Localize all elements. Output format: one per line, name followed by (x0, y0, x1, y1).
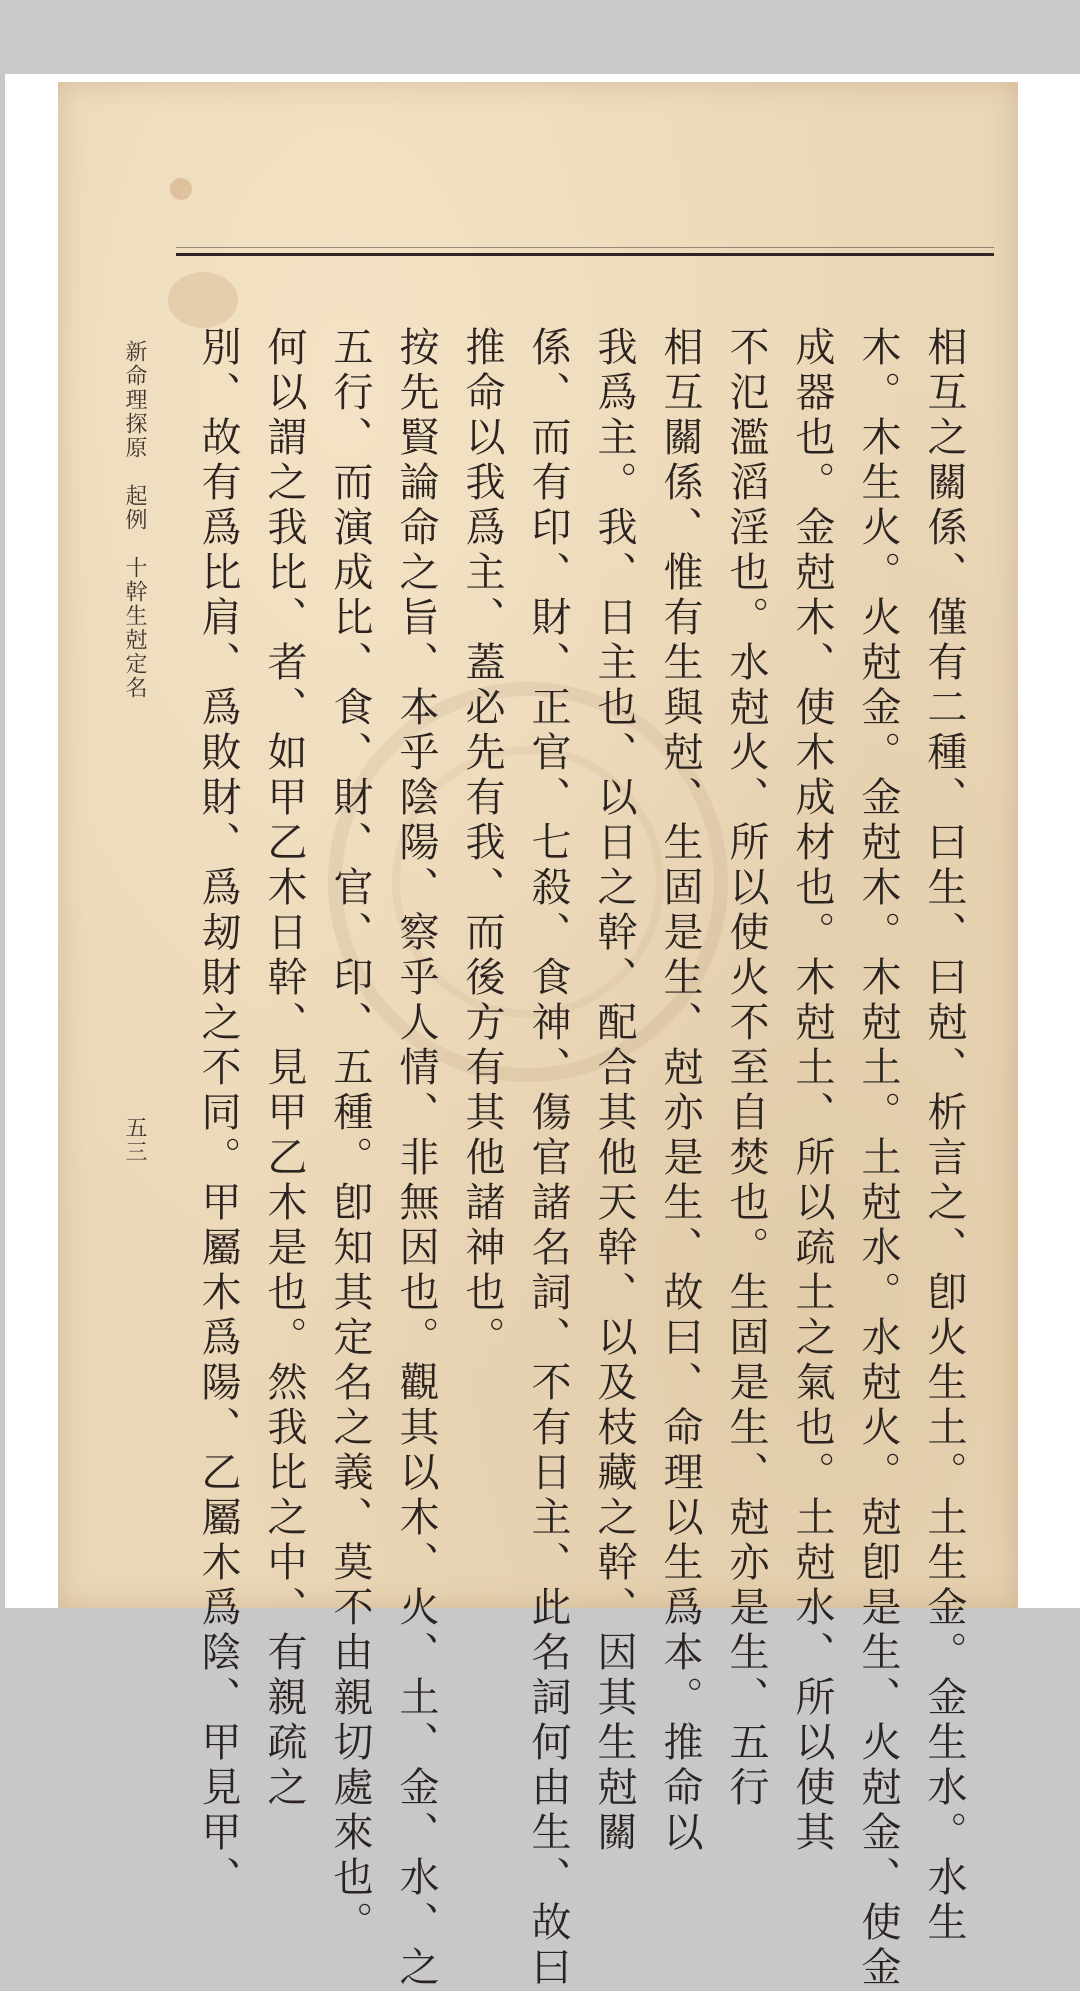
text-column: 我爲主。我、日主也、以日之幹、配合其他天幹、以及枝藏之幹、因其生尅關 (591, 326, 637, 1856)
text-column: 別、故有爲比肩、爲敗財、爲刼財之不同。甲屬木爲陽、乙屬木爲陰、甲見甲、 (195, 326, 241, 1901)
header-rule-thin (176, 247, 994, 248)
text-column: 何以謂之我比、者、如甲乙木日幹、見甲乙木是也。然我比之中、有親疏之 (261, 326, 307, 1811)
page-number: 五三 (122, 1116, 147, 1164)
header-rule (176, 253, 994, 256)
text-column: 相互之關係、僅有二種、曰生、曰尅、析言之、卽火生土。土生金。金生水。水生 (921, 326, 967, 1946)
text-column: 成器也。金尅木、使木成材也。木尅土、所以疏土之氣也。土尅水、所以使其 (789, 326, 835, 1856)
text-column: 按先賢論命之旨、本乎陰陽、察乎人情、非無因也。觀其以木、火、土、金、水、之 (393, 326, 439, 1991)
text-column: 推命以我爲主、蓋必先有我、而後方有其他諸神也。 (459, 326, 505, 1361)
text-column: 木。木生火。火尅金。金尅木。木尅土。土尅水。水尅火。尅卽是生、火尅金、使金 (855, 326, 901, 1991)
text-column: 不氾濫滔淫也。水尅火、所以使火不至自焚也。生固是生、尅亦是生、五行 (723, 326, 769, 1811)
text-column: 相互關係、惟有生與尅、生固是生、尅亦是生、故曰、命理以生爲本。推命以 (657, 326, 703, 1856)
running-title: 新命理探原 起例 十幹生尅定名 (122, 340, 147, 700)
viewer-top-bar (0, 0, 1080, 74)
stain-spot (168, 272, 238, 328)
text-column: 五行、而演成比、食、財、官、印、五種。卽知其定名之義、莫不由親切處來也。 (327, 326, 373, 1946)
text-column: 係、而有印、財、正官、七殺、食神、傷官諸名詞、不有日主、此名詞何由生、故曰 (525, 326, 571, 1991)
stain-spot (170, 178, 192, 200)
